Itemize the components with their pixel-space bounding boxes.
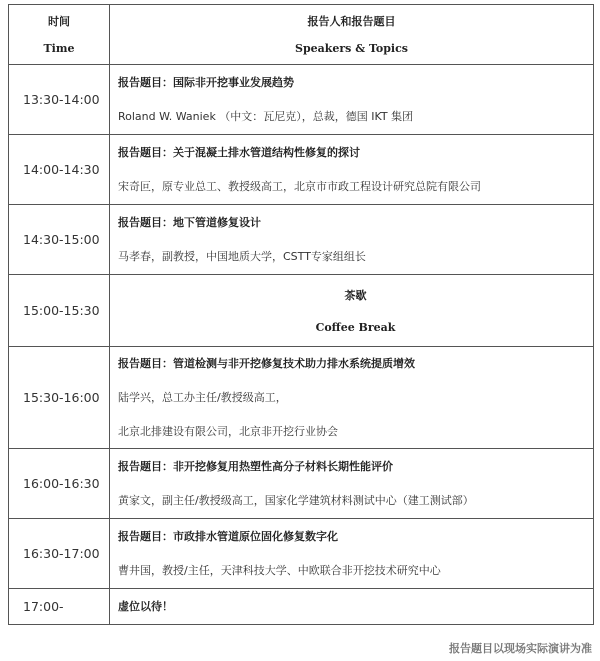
coffee-break-cell — [110, 275, 594, 347]
content-cell — [110, 449, 594, 519]
topic-title: 报告题目：地下管道修复设计 — [118, 215, 261, 229]
topic-title: 报告题目：关于混凝土排水管道结构性修复的探讨 — [118, 145, 360, 159]
table-header-row — [9, 5, 594, 65]
time-cell: 15:00-15:30 — [9, 275, 110, 347]
table-row — [9, 519, 594, 589]
table-row — [9, 275, 594, 347]
content-cell — [110, 519, 594, 589]
speakers-header-cn: 报告人和报告题目 — [307, 15, 396, 28]
speaker-info: 黄家文，副主任/教授级高工，国家化学建筑材料测试中心（建工测试部） — [118, 493, 474, 507]
topic-title: 报告题目：管道检测与非开挖修复技术助力排水系统提质增效 — [118, 356, 415, 370]
content-cell — [110, 65, 594, 135]
speaker-info: 马孝春，副教授，中国地质大学，CSTT专家组组长 — [118, 249, 366, 263]
time-cell: 16:30-17:00 — [9, 519, 110, 589]
time-header — [9, 5, 110, 65]
table-row — [9, 347, 594, 449]
speaker-affiliation: 北京北排建设有限公司，北京非开挖行业协会 — [118, 424, 338, 438]
time-cell: 14:00-14:30 — [9, 135, 110, 205]
time-cell: 17:00- — [9, 589, 110, 625]
open-slot-text: 虚位以待！ — [118, 599, 173, 613]
content-cell — [110, 589, 594, 625]
time-header-cn: 时间 — [48, 15, 70, 28]
table-row — [9, 65, 594, 135]
speaker-info: 宋奇叵，原专业总工、教授级高工，北京市市政工程设计研究总院有限公司 — [118, 179, 481, 193]
time-cell: 16:00-16:30 — [9, 449, 110, 519]
speaker-info: Roland W. Waniek （中文：瓦尼克），总裁，德国 IKT 集团 — [118, 109, 414, 123]
speakers-header-en: Speakers & Topics — [295, 42, 408, 55]
time-cell: 15:30-16:00 — [9, 347, 110, 449]
topic-title: 报告题目：非开挖修复用热塑性高分子材料长期性能评价 — [118, 459, 393, 473]
time-header-en: Time — [43, 42, 75, 55]
footnote: 报告题目以现场实际演讲为准 — [449, 642, 592, 655]
table-row — [9, 449, 594, 519]
speakers-header — [110, 5, 594, 65]
topic-title: 报告题目：市政排水管道原位固化修复数字化 — [118, 529, 338, 543]
table-row — [9, 589, 594, 625]
table-row — [9, 205, 594, 275]
schedule-table — [8, 4, 594, 625]
table-row — [9, 135, 594, 205]
speaker-info: 陆学兴，总工办主任/教授级高工， — [118, 390, 287, 404]
time-cell: 14:30-15:00 — [9, 205, 110, 275]
content-cell — [110, 347, 594, 449]
time-cell: 13:30-14:00 — [9, 65, 110, 135]
content-cell — [110, 135, 594, 205]
topic-title: 报告题目：国际非开挖事业发展趋势 — [118, 75, 294, 89]
speaker-info: 曹井国，教授/主任，天津科技大学、中欧联合非开挖技术研究中心 — [118, 563, 441, 577]
content-cell — [110, 205, 594, 275]
coffee-break-en: Coffee Break — [315, 321, 396, 334]
coffee-break-cn: 茶歇 — [344, 289, 367, 302]
